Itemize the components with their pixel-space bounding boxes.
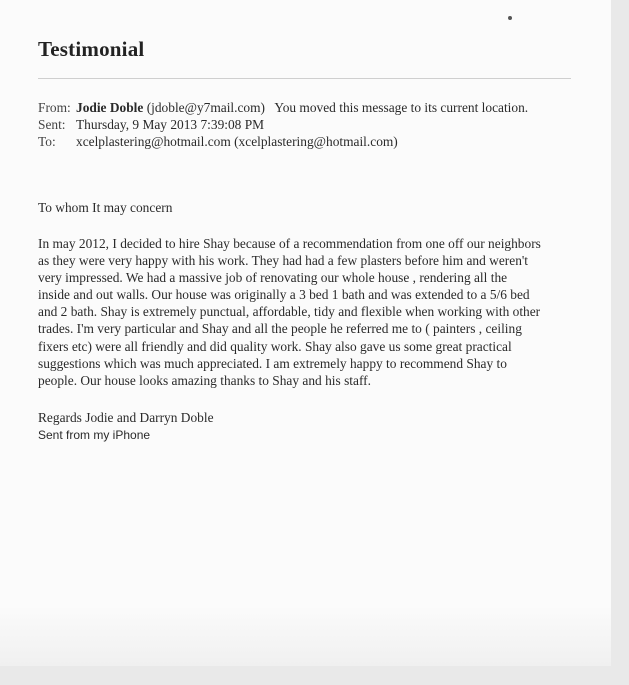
sent-from-footer: Sent from my iPhone [38,428,151,442]
body-line: trades. I'm very particular and Shay and all the people he referred me to ( painters , ceiling [38,321,522,337]
from-label: From: [38,100,71,115]
from-value [76,99,578,116]
to-value: xcelplastering@hotmail.com (xcelplastering@hotmail.com) [76,134,398,149]
body-line: fixers etc) were all friendly and did quality work. Shay also gave us some great practical [38,338,512,354]
body-line: as they were very happy with his work. They had had a few plasters before him and weren't [38,253,529,269]
signature-regards: Regards Jodie and Darryn Doble [38,410,214,425]
body-line: inside and out walls. Our house was originally a 3 bed 1 bath and was extended to a 5/6 bed [38,287,530,303]
scan-speck [508,16,512,20]
body-line: suggestions which was much appreciated. I am extremely happy to recommend Shay to [38,355,507,371]
body-line: In may 2012, I decided to hire Shay because of a recommendation from one off our neighbors [38,236,541,251]
title-divider [38,78,571,79]
to-row [38,133,578,150]
page-title: Testimonial [38,37,145,61]
salutation: To whom It may concern [38,200,173,215]
sender-email: (jdoble@y7mail.com) [146,100,265,115]
moved-notice: You moved this message to its current location. [274,100,529,115]
email-header [38,99,578,150]
sent-row [38,116,578,133]
to-label: To: [38,134,56,149]
sent-label: Sent: [38,117,66,132]
sender-name: Jodie Doble [76,100,144,115]
body-line: and 2 bath. Shay is extremely punctual, affordable, tidy and flexible when working with other [38,304,541,320]
sent-value: Thursday, 9 May 2013 7:39:08 PM [76,117,265,132]
from-row [38,99,578,116]
body-line: people. Our house looks amazing thanks to Shay and his staff. [38,372,371,388]
testimonial-body [38,235,578,389]
body-line: very impressed. We had a massive job of renovating our whole house , rendering all the [38,270,508,286]
